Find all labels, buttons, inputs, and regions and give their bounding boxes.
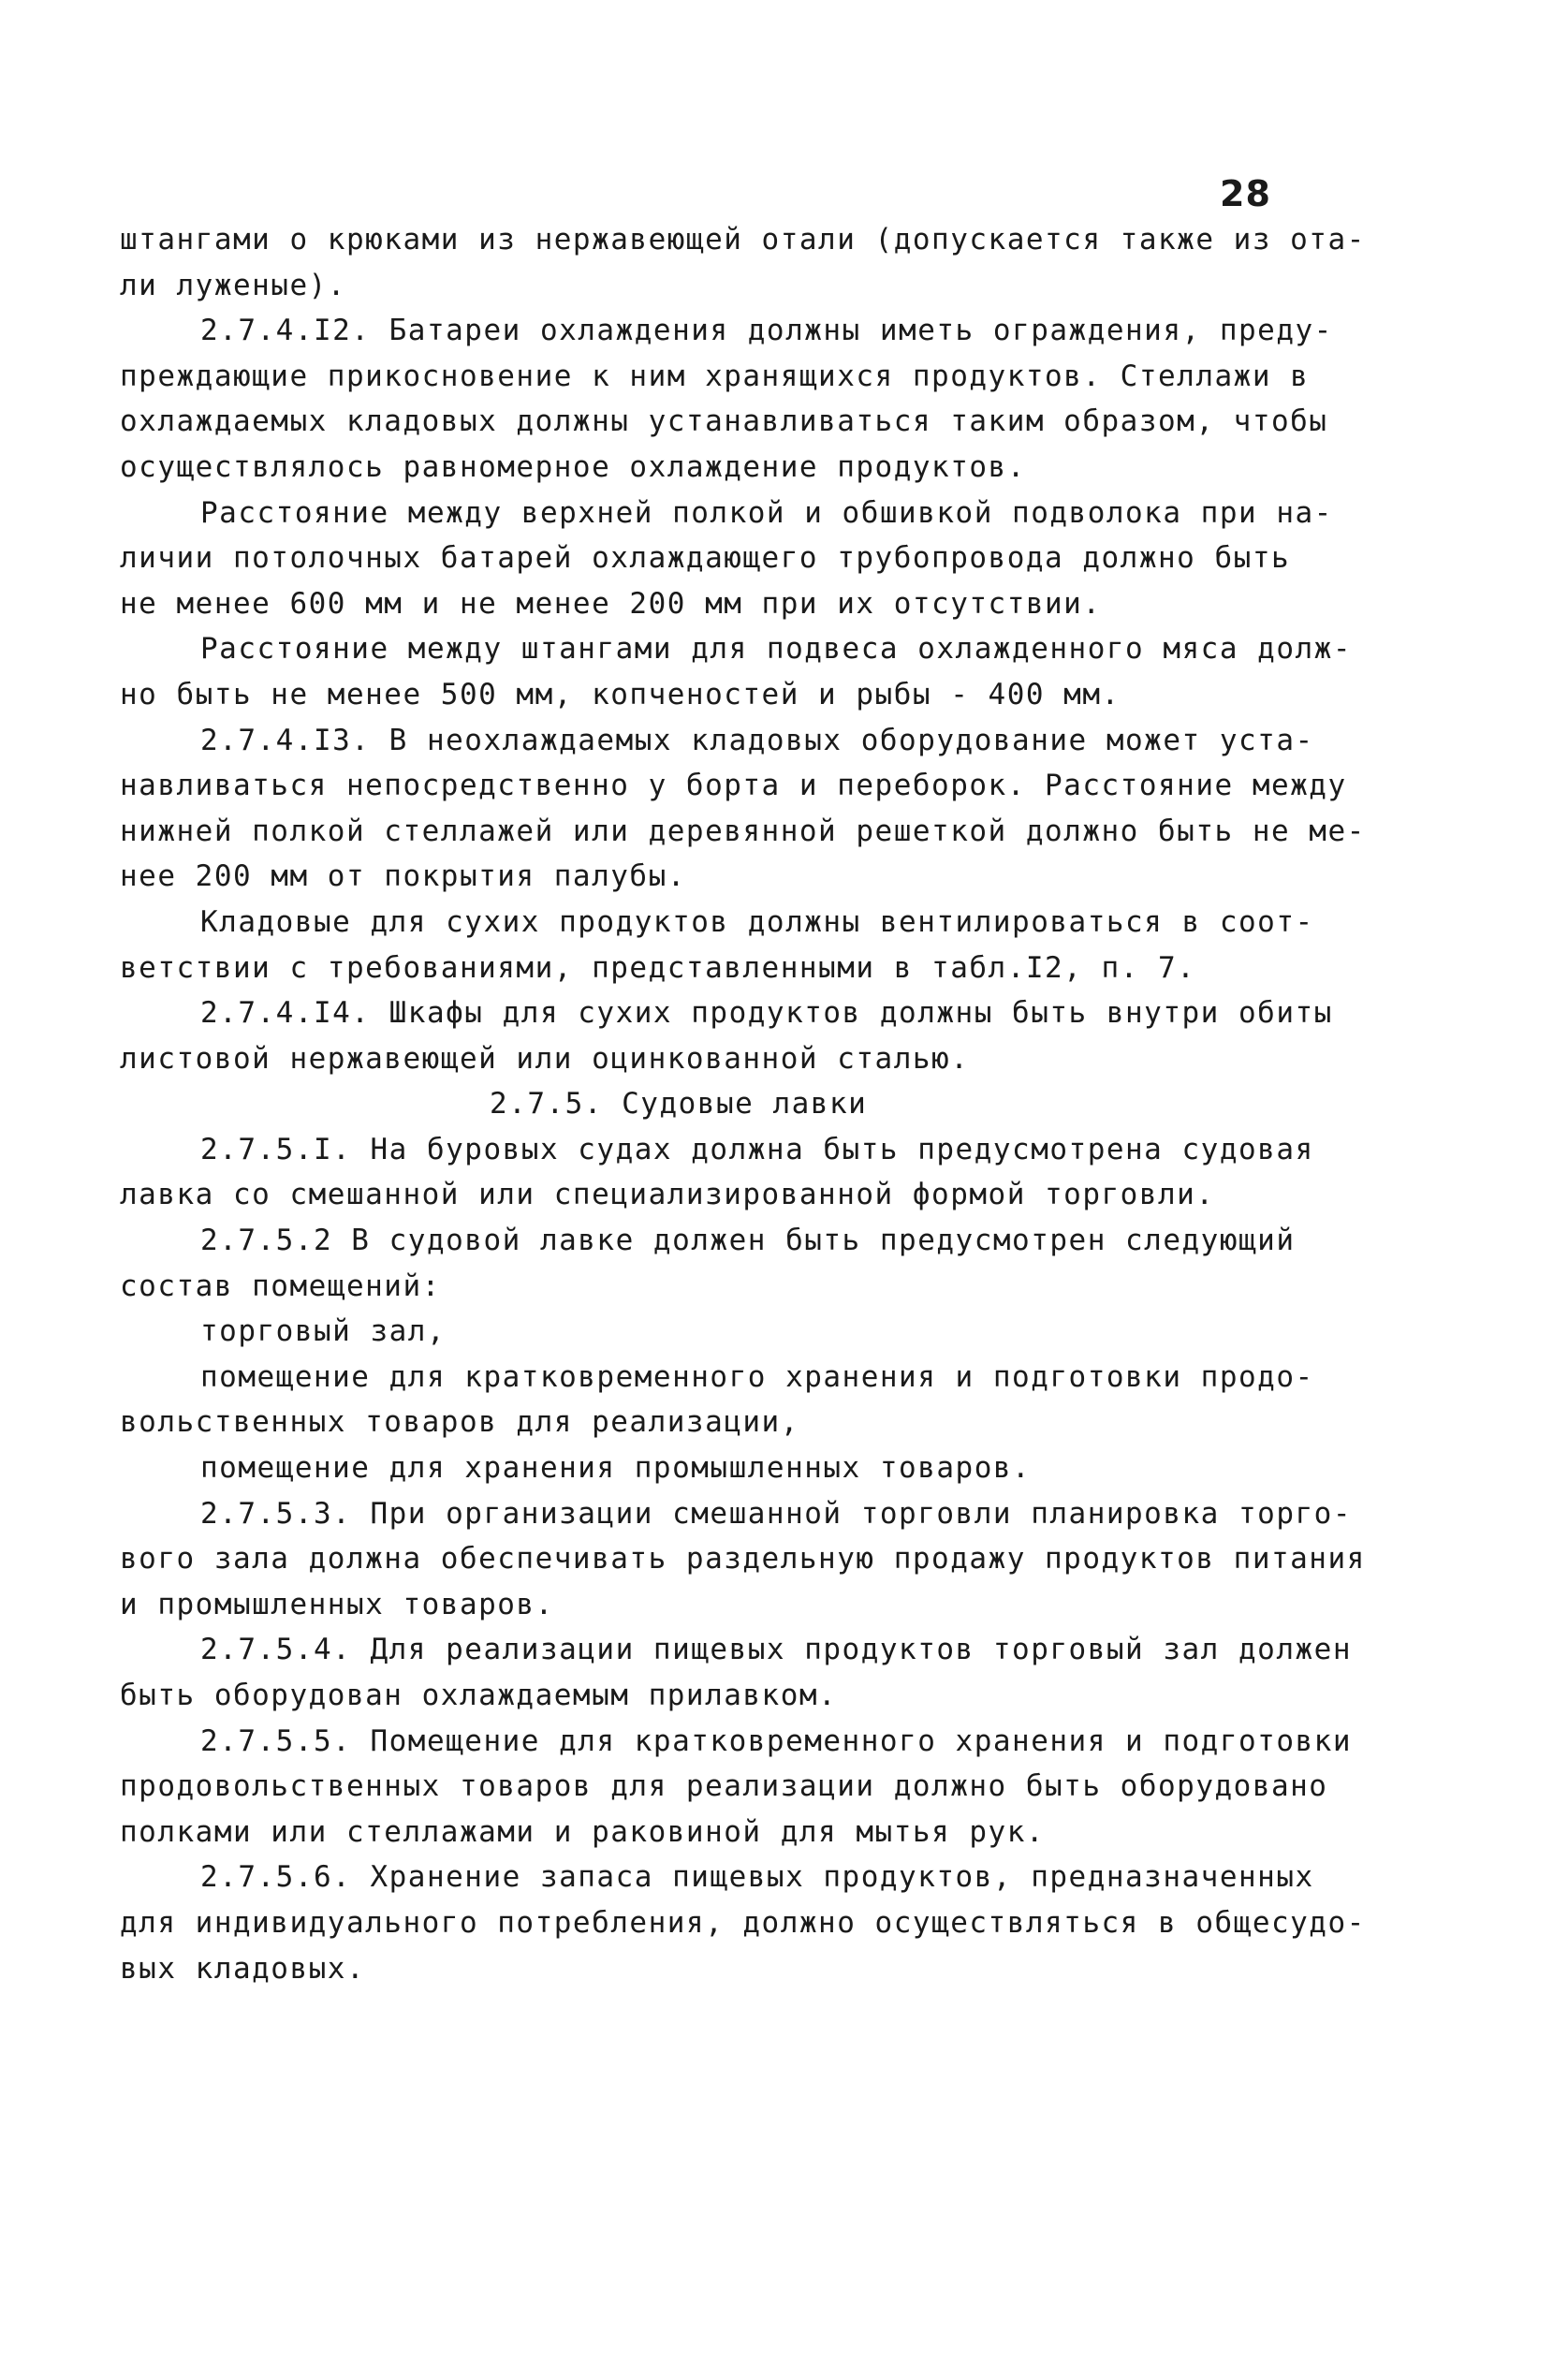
page-number: 28 <box>1220 173 1271 214</box>
text-line: для индивидуального потребления, должно осуществляться в общесудо- <box>120 1905 1366 1940</box>
text-line: не менее 600 мм и не менее 200 мм при их отсутствии. <box>120 586 1102 621</box>
text-line: но быть не менее 500 мм, копченостей и рыбы - 400 мм. <box>120 677 1121 711</box>
text-line: охлаждаемых кладовых должны устанавливаться таким образом, чтобы <box>120 404 1328 439</box>
text-line: и промышленных товаров. <box>120 1587 554 1621</box>
text-line: ли луженые). <box>120 268 346 302</box>
text-line: листовой нержавеющей или оцинкованной сталью. <box>120 1041 970 1076</box>
text-line: личии потолочных батарей охлаждающего трубопровода должно быть <box>120 541 1291 576</box>
text-line: Расстояние между штангами для подвеса охлажденного мяса долж- <box>200 632 1352 667</box>
text-line: 2.7.4.I4. Шкафы для сухих продуктов должны быть внутри обиты <box>200 996 1333 1031</box>
text-line: торговый зал, <box>200 1314 447 1349</box>
text-line: 2.7.4.I2. Батареи охлаждения должны иметь ограждения, преду- <box>200 314 1333 348</box>
text-line: 2.7.5.3. При организации смешанной торговли планировка торго- <box>200 1496 1352 1531</box>
text-line: помещение для хранения промышленных товаров. <box>200 1451 1032 1486</box>
text-line: лавка со смешанной или специализированной формой торговли. <box>120 1178 1215 1212</box>
text-line: Расстояние между верхней полкой и обшивкой подволока при на- <box>200 495 1333 530</box>
text-line: 2.7.5.4. Для реализации пищевых продуктов торговый зал должен <box>200 1633 1352 1667</box>
text-line: полками или стеллажами и раковиной для мытья рук. <box>120 1814 1046 1849</box>
text-line: преждающие прикосновение к ним хранящихся продуктов. Стеллажи в <box>120 359 1310 393</box>
text-line: 2.7.5.6. Хранение запаса пищевых продуктов, предназначенных <box>200 1860 1314 1895</box>
text-line: нижней полкой стеллажей или деревянной решеткой должно быть не ме- <box>120 814 1366 848</box>
text-line: вых кладовых. <box>120 1951 366 1986</box>
text-line: вого зала должна обеспечивать раздельную продажу продуктов питания <box>120 1542 1366 1576</box>
text-line: 2.7.4.I3. В неохлаждаемых кладовых оборудование может уста- <box>200 723 1314 757</box>
text-line: 2.7.5.5. Помещение для кратковременного хранения и подготовки <box>200 1723 1352 1758</box>
text-line: состав помещений: <box>120 1268 441 1303</box>
text-line: помещение для кратковременного хранения и подготовки продо- <box>200 1359 1314 1394</box>
text-line: продовольственных товаров для реализации должно быть оборудовано <box>120 1769 1328 1804</box>
text-line: нее 200 мм от покрытия палубы. <box>120 859 686 894</box>
text-line: ветствии с требованиями, представленными в табл.I2, п. 7. <box>120 950 1196 985</box>
text-line: штангами о крюками из нержавеющей отали (допускается также из ота- <box>120 223 1366 257</box>
text-line: 2.7.5.I. На буровых судах должна быть предусмотрена судовая <box>200 1132 1314 1166</box>
document-body <box>120 217 1430 1991</box>
text-line: Кладовые для сухих продуктов должны вентилироваться в соот- <box>200 904 1314 939</box>
text-line: вольственных товаров для реализации, <box>120 1405 799 1440</box>
text-line: навливаться непосредственно у борта и переборок. Расстояние между <box>120 769 1347 803</box>
text-line: быть оборудован охлаждаемым прилавком. <box>120 1679 838 1712</box>
section-heading: 2.7.5. Судовые лавки <box>490 1087 868 1122</box>
text-line: 2.7.5.2 В судовой лавке должен быть предусмотрен следующий <box>200 1224 1296 1258</box>
text-line: осуществлялось равномерное охлаждение продуктов. <box>120 449 1026 484</box>
